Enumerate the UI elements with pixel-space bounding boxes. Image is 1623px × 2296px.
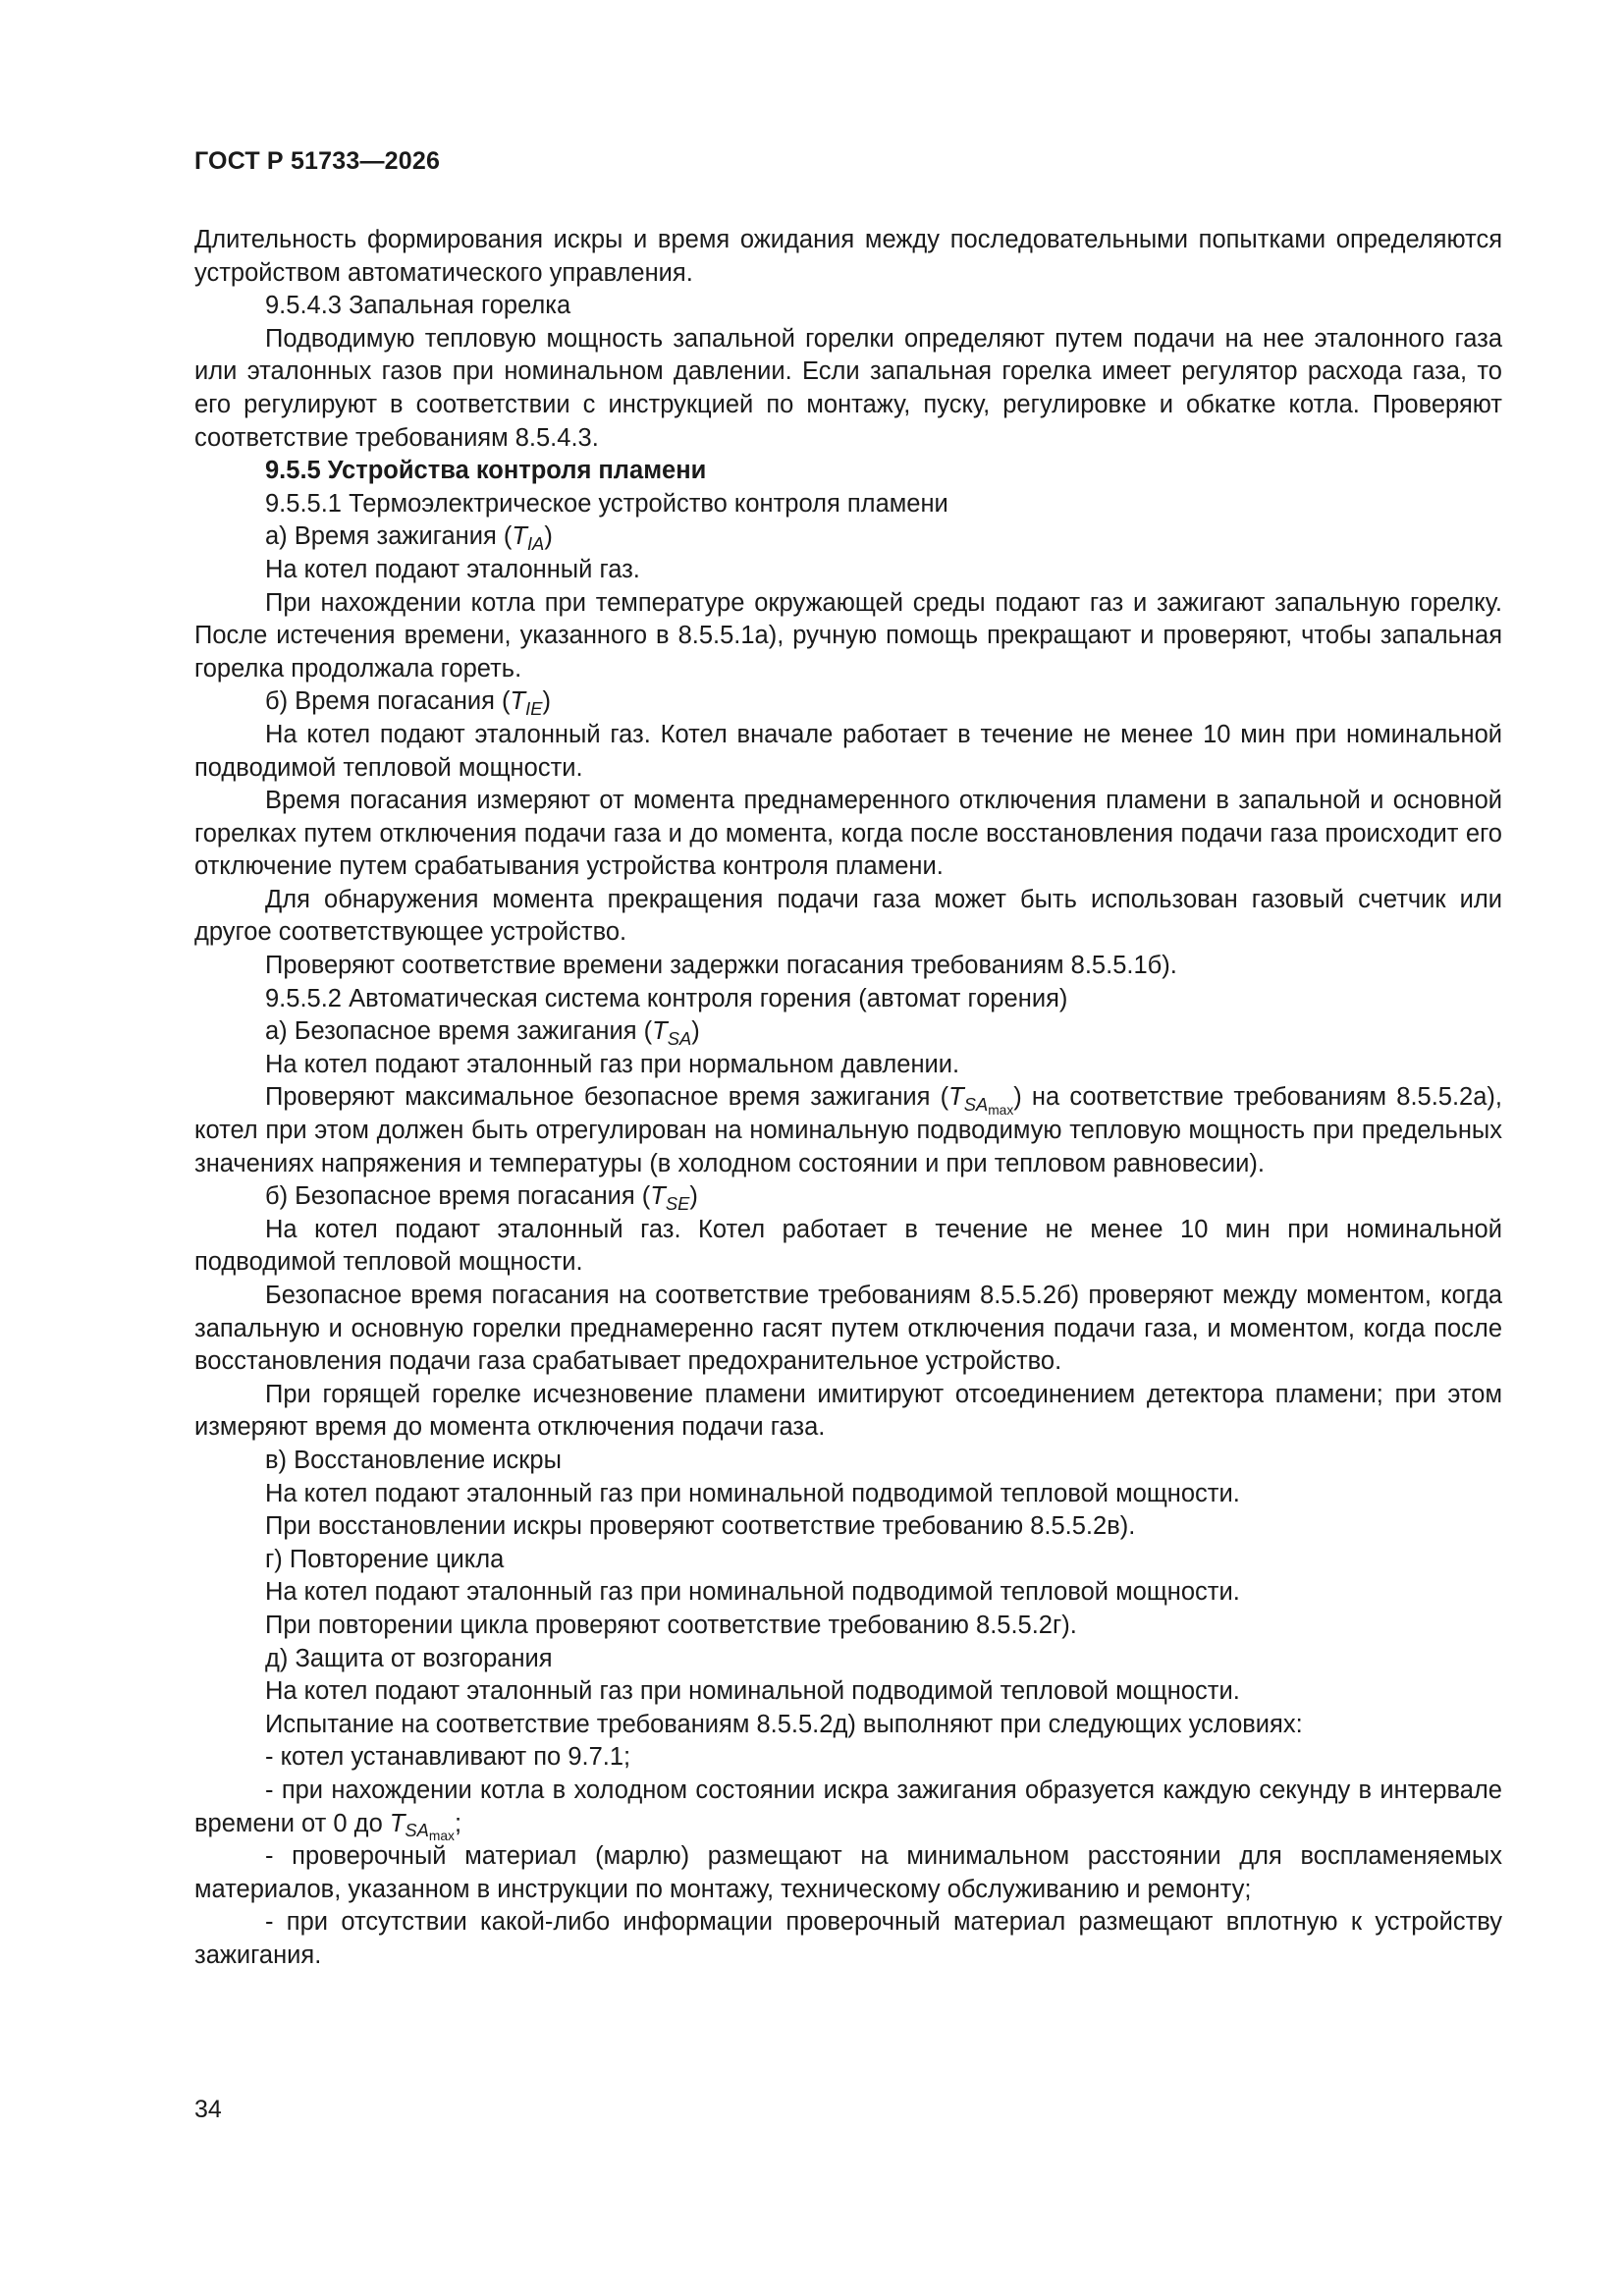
section-heading: 9.5.5 Устройства контроля пламени: [265, 457, 707, 485]
standard-code-header: ГОСТ Р 51733—2026: [194, 147, 441, 175]
list-item-a: а) Время зажигания $(T_{IA})$: [265, 522, 553, 555]
paragraph: При горящей горелке исчезновение пламени имитируют отсоединением детектора пламени; при этом измеряют время до момента отключения подачи газа.: [194, 1380, 1502, 1442]
paragraph: На котел подают эталонный газ при номинальной подводимой тепловой мощности.: [265, 1578, 1240, 1607]
paragraph: Длительность формирования искры и время ожидания между последовательными попытками определяются устройством автоматического управления.: [194, 226, 1502, 287]
subsection-heading: 9.5.5.2 Автоматическая система контроля горения (автомат горения): [265, 984, 1068, 1012]
list-item-b: б) Безопасное время погасания $(T_{SE})$: [265, 1182, 698, 1215]
paragraph: На котел подают эталонный газ при нормальном давлении.: [265, 1050, 960, 1078]
paragraph: Проверяют максимальное безопасное время зажигания $(T_{SA_{max}})$ на соответствие требованиям 8.5.5.2а), котел при этом должен быть отрегулирован на номинальную подводимую тепловую мощность при предельных значениях напряжения и температуры (в холодном состоянии и при тепловом равновесии).: [194, 1083, 1502, 1177]
document-body: [194, 224, 1502, 1972]
dash-list-item: - котел устанавливают по 9.7.1;: [265, 1743, 631, 1772]
paragraph: На котел подают эталонный газ. Котел вначале работает в течение не менее 10 мин при номинальной подводимой тепловой мощности.: [194, 720, 1502, 782]
dash-list-item: - при нахождении котла в холодном состоянии искра зажигания образуется каждую секунду в интервале времени от 0 до $T_{SA_{max}}$;: [194, 1776, 1502, 1844]
paragraph: На котел подают эталонный газ при номинальной подводимой тепловой мощности.: [265, 1479, 1240, 1507]
paragraph: Время погасания измеряют от момента преднамеренного отключения пламени в запальной и основной горелках путем отключения подачи газа и до момента, когда после восстановления подачи газа происходит его отключение путем срабатывания устройства контроля пламени.: [194, 787, 1502, 881]
dash-list-item: - при отсутствии какой-либо информации проверочный материал размещают вплотную к устройству зажигания.: [194, 1908, 1502, 1969]
paragraph: Проверяют соответствие времени задержки погасания требованиям 8.5.5.1б).: [265, 952, 1177, 980]
list-item-v: в) Восстановление искры: [265, 1446, 562, 1474]
paragraph: Безопасное время погасания на соответствие требованиям 8.5.5.2б) проверяют между моментом, когда запальную и основную горелки преднамеренно гасят путем отключения подачи газа, и моментом, когда после восстановления подачи газа срабатывает предохранительное устройство.: [194, 1282, 1502, 1376]
subsection-heading: 9.5.5.1 Термоэлектрическое устройство контроля пламени: [265, 489, 948, 518]
list-item-g: г) Повторение цикла: [265, 1545, 505, 1573]
paragraph: На котел подают эталонный газ.: [265, 555, 640, 583]
list-item-a: а) Безопасное время зажигания $(T_{SA})$: [265, 1017, 700, 1050]
paragraph: На котел подают эталонный газ при номинальной подводимой тепловой мощности.: [265, 1677, 1240, 1706]
subsection-heading: 9.5.4.3 Запальная горелка: [265, 292, 571, 320]
paragraph: На котел подают эталонный газ. Котел работает в течение не менее 10 мин при номинальной подводимой тепловой мощности.: [194, 1215, 1502, 1277]
paragraph: Для обнаружения момента прекращения подачи газа может быть использован газовый счетчик или другое соответствующее устройство.: [194, 885, 1502, 947]
paragraph: Испытание на соответствие требованиям 8.5.5.2д) выполняют при следующих условиях:: [265, 1710, 1303, 1738]
paragraph: Подводимую тепловую мощность запальной горелки определяют путем подачи на нее эталонного газа или эталонных газов при номинальном давлении. Если запальная горелка имеет регулятор расхода газа, то его регулируют в соответствии с инструкцией по монтажу, пуску, регулировке и обкатке котла. Проверяют соответствие требованиям 8.5.4.3.: [194, 324, 1502, 452]
dash-list-item: - проверочный материал (марлю) размещают на минимальном расстоянии для воспламеняемых материалов, указанном в инструкции по монтажу, техническому обслуживанию и ремонту;: [194, 1842, 1502, 1903]
page-number: 34: [194, 2096, 222, 2123]
paragraph: При восстановлении искры проверяют соответствие требованию 8.5.5.2в).: [265, 1512, 1136, 1541]
list-item-d: д) Защита от возгорания: [265, 1644, 553, 1672]
paragraph: При повторении цикла проверяют соответствие требованию 8.5.5.2г).: [265, 1611, 1077, 1639]
paragraph: При нахождении котла при температуре окружающей среды подают газ и зажигают запальную горелку. После истечения времени, указанного в 8.5.5.1а), ручную помощь прекращают и проверяют, чтобы запальная горелка продолжала гореть.: [194, 588, 1502, 683]
list-item-b: б) Время погасания $(T_{IE})$: [265, 687, 551, 720]
